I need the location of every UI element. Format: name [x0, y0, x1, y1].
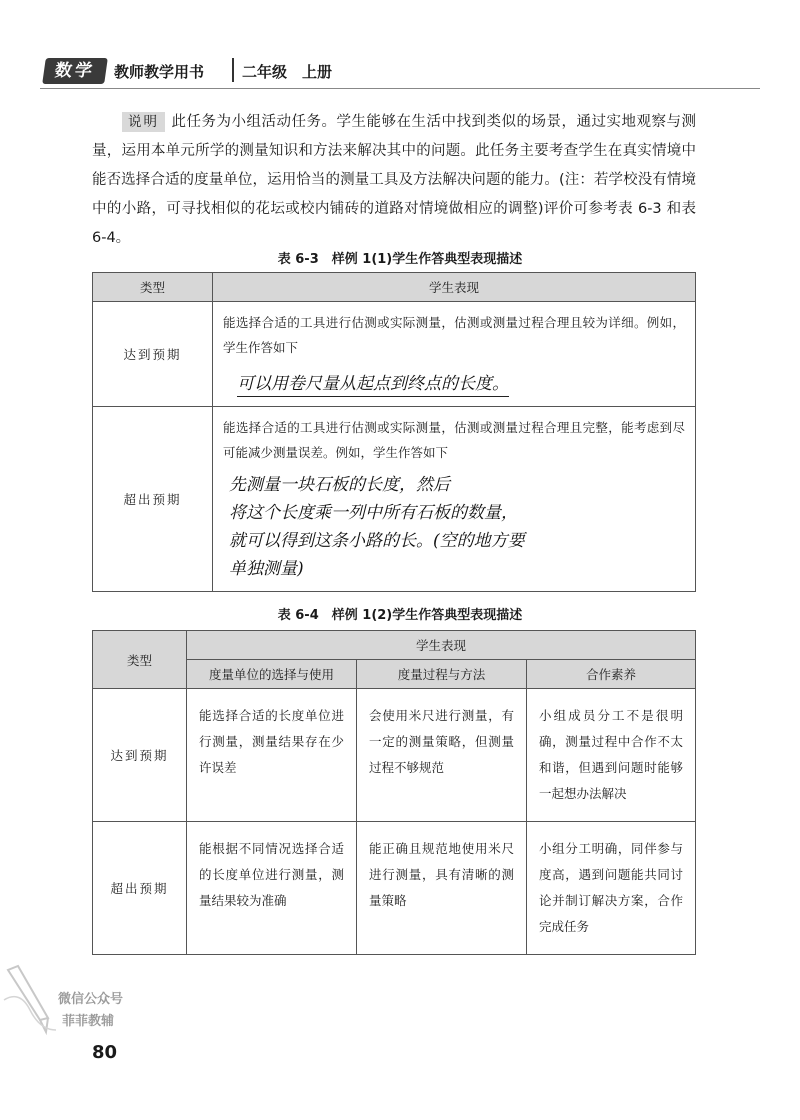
table2-header-row — [93, 631, 696, 660]
table-6-3 — [92, 272, 696, 592]
table2-row1-cooperation: 小组成员分工不是很明确，测量过程中合作不太和谐，但遇到问题时能够一起想办法解决 — [527, 689, 696, 822]
table-row — [93, 689, 696, 822]
table2-row1-type: 达到预期 — [93, 689, 187, 822]
table2-row2-unit: 能根据不同情况选择合适的长度单位进行测量，测量结果较为准确 — [187, 822, 357, 955]
table-row — [93, 407, 696, 592]
handwriting-line: 就可以得到这条小路的长。(空的地方要 — [229, 531, 525, 551]
page-number: 80 — [92, 1042, 118, 1063]
handwriting-answer-1 — [237, 370, 685, 398]
table2-row1-method: 会使用米尺进行测量，有一定的测量策略，但测量过程不够规范 — [357, 689, 527, 822]
note-text: 此任务为小组活动任务。学生能够在生活中找到类似的场景，通过实地观察与测量，运用本单元所学的测量知识和方法来解决其中的问题。此任务主要考查学生在真实情境中能否选择合适的度量单位，运用恰当的测量工具及方法解决问题的能力。(注：若学校没有情境中的小路，可寻找相似的花坛或校内铺砖的道路对情境做相应的调整)评价可参考表 6-3 和表 6-4。 — [92, 114, 696, 246]
table-6-4 — [92, 630, 696, 955]
header-divider — [232, 58, 234, 82]
handwriting-line: 将这个长度乘一列中所有石板的数量， — [229, 503, 518, 523]
grade-label: 二年级 上册 — [242, 63, 333, 81]
table2-subheader-method: 度量过程与方法 — [357, 660, 527, 689]
header-rule — [40, 88, 760, 89]
table2-row1-unit: 能选择合适的长度单位进行测量，测量结果存在少许误差 — [187, 689, 357, 822]
table2-caption: 表 6-4 样例 1(2)学生作答典型表现描述 — [277, 608, 523, 623]
table-row — [93, 822, 696, 955]
handwriting-line: 单独测量) — [229, 559, 304, 579]
table1-caption: 表 6-3 样例 1(1)学生作答典型表现描述 — [277, 252, 523, 267]
note-paragraph — [92, 108, 696, 253]
table1-header-type: 类型 — [93, 273, 213, 302]
table1-row2-desc — [213, 407, 696, 592]
table2-subheader-cooperation: 合作素养 — [527, 660, 696, 689]
table1-header-performance: 学生表现 — [213, 273, 696, 302]
watermark-line1: 微信公众号 — [58, 992, 124, 1007]
table2-row2-cooperation: 小组分工明确，同伴参与度高，遇到问题能共同讨论并制订解决方案，合作完成任务 — [527, 822, 696, 955]
table2-subheader-unit: 度量单位的选择与使用 — [187, 660, 357, 689]
table1-row1-text: 能选择合适的工具进行估测或实际测量，估测或测量过程合理且较为详细。例如，学生作答如下 — [223, 315, 685, 355]
watermark-line2: 菲菲教辅 — [62, 1014, 115, 1029]
table1-row1-desc — [213, 302, 696, 407]
table-row — [93, 302, 696, 407]
handwriting-answer-2 — [229, 471, 685, 583]
page-header — [40, 56, 740, 90]
table2-header-group: 学生表现 — [187, 631, 696, 660]
book-title: 教师教学用书 — [114, 63, 205, 81]
watermark — [0, 960, 140, 1050]
handwriting-line: 可以用卷尺量从起点到终点的长度。 — [237, 374, 509, 397]
pencil-watermark-icon — [0, 960, 60, 1040]
note-tag: 说明 — [122, 112, 165, 132]
handwriting-line: 先测量一块石板的长度，然后 — [229, 475, 450, 495]
table1-row1-type: 达到预期 — [93, 302, 213, 407]
table1-row2-text: 能选择合适的工具进行估测或实际测量，估测或测量过程合理且完整，能考虑到尽可能减少测量误差。例如，学生作答如下 — [223, 420, 685, 460]
subject-logo: 数学 — [42, 58, 108, 84]
table2-row2-method: 能正确且规范地使用米尺进行测量，具有清晰的测量策略 — [357, 822, 527, 955]
table2-header-type: 类型 — [93, 631, 187, 689]
table2-row2-type: 超出预期 — [93, 822, 187, 955]
table1-header-row — [93, 273, 696, 302]
table1-row2-type: 超出预期 — [93, 407, 213, 592]
